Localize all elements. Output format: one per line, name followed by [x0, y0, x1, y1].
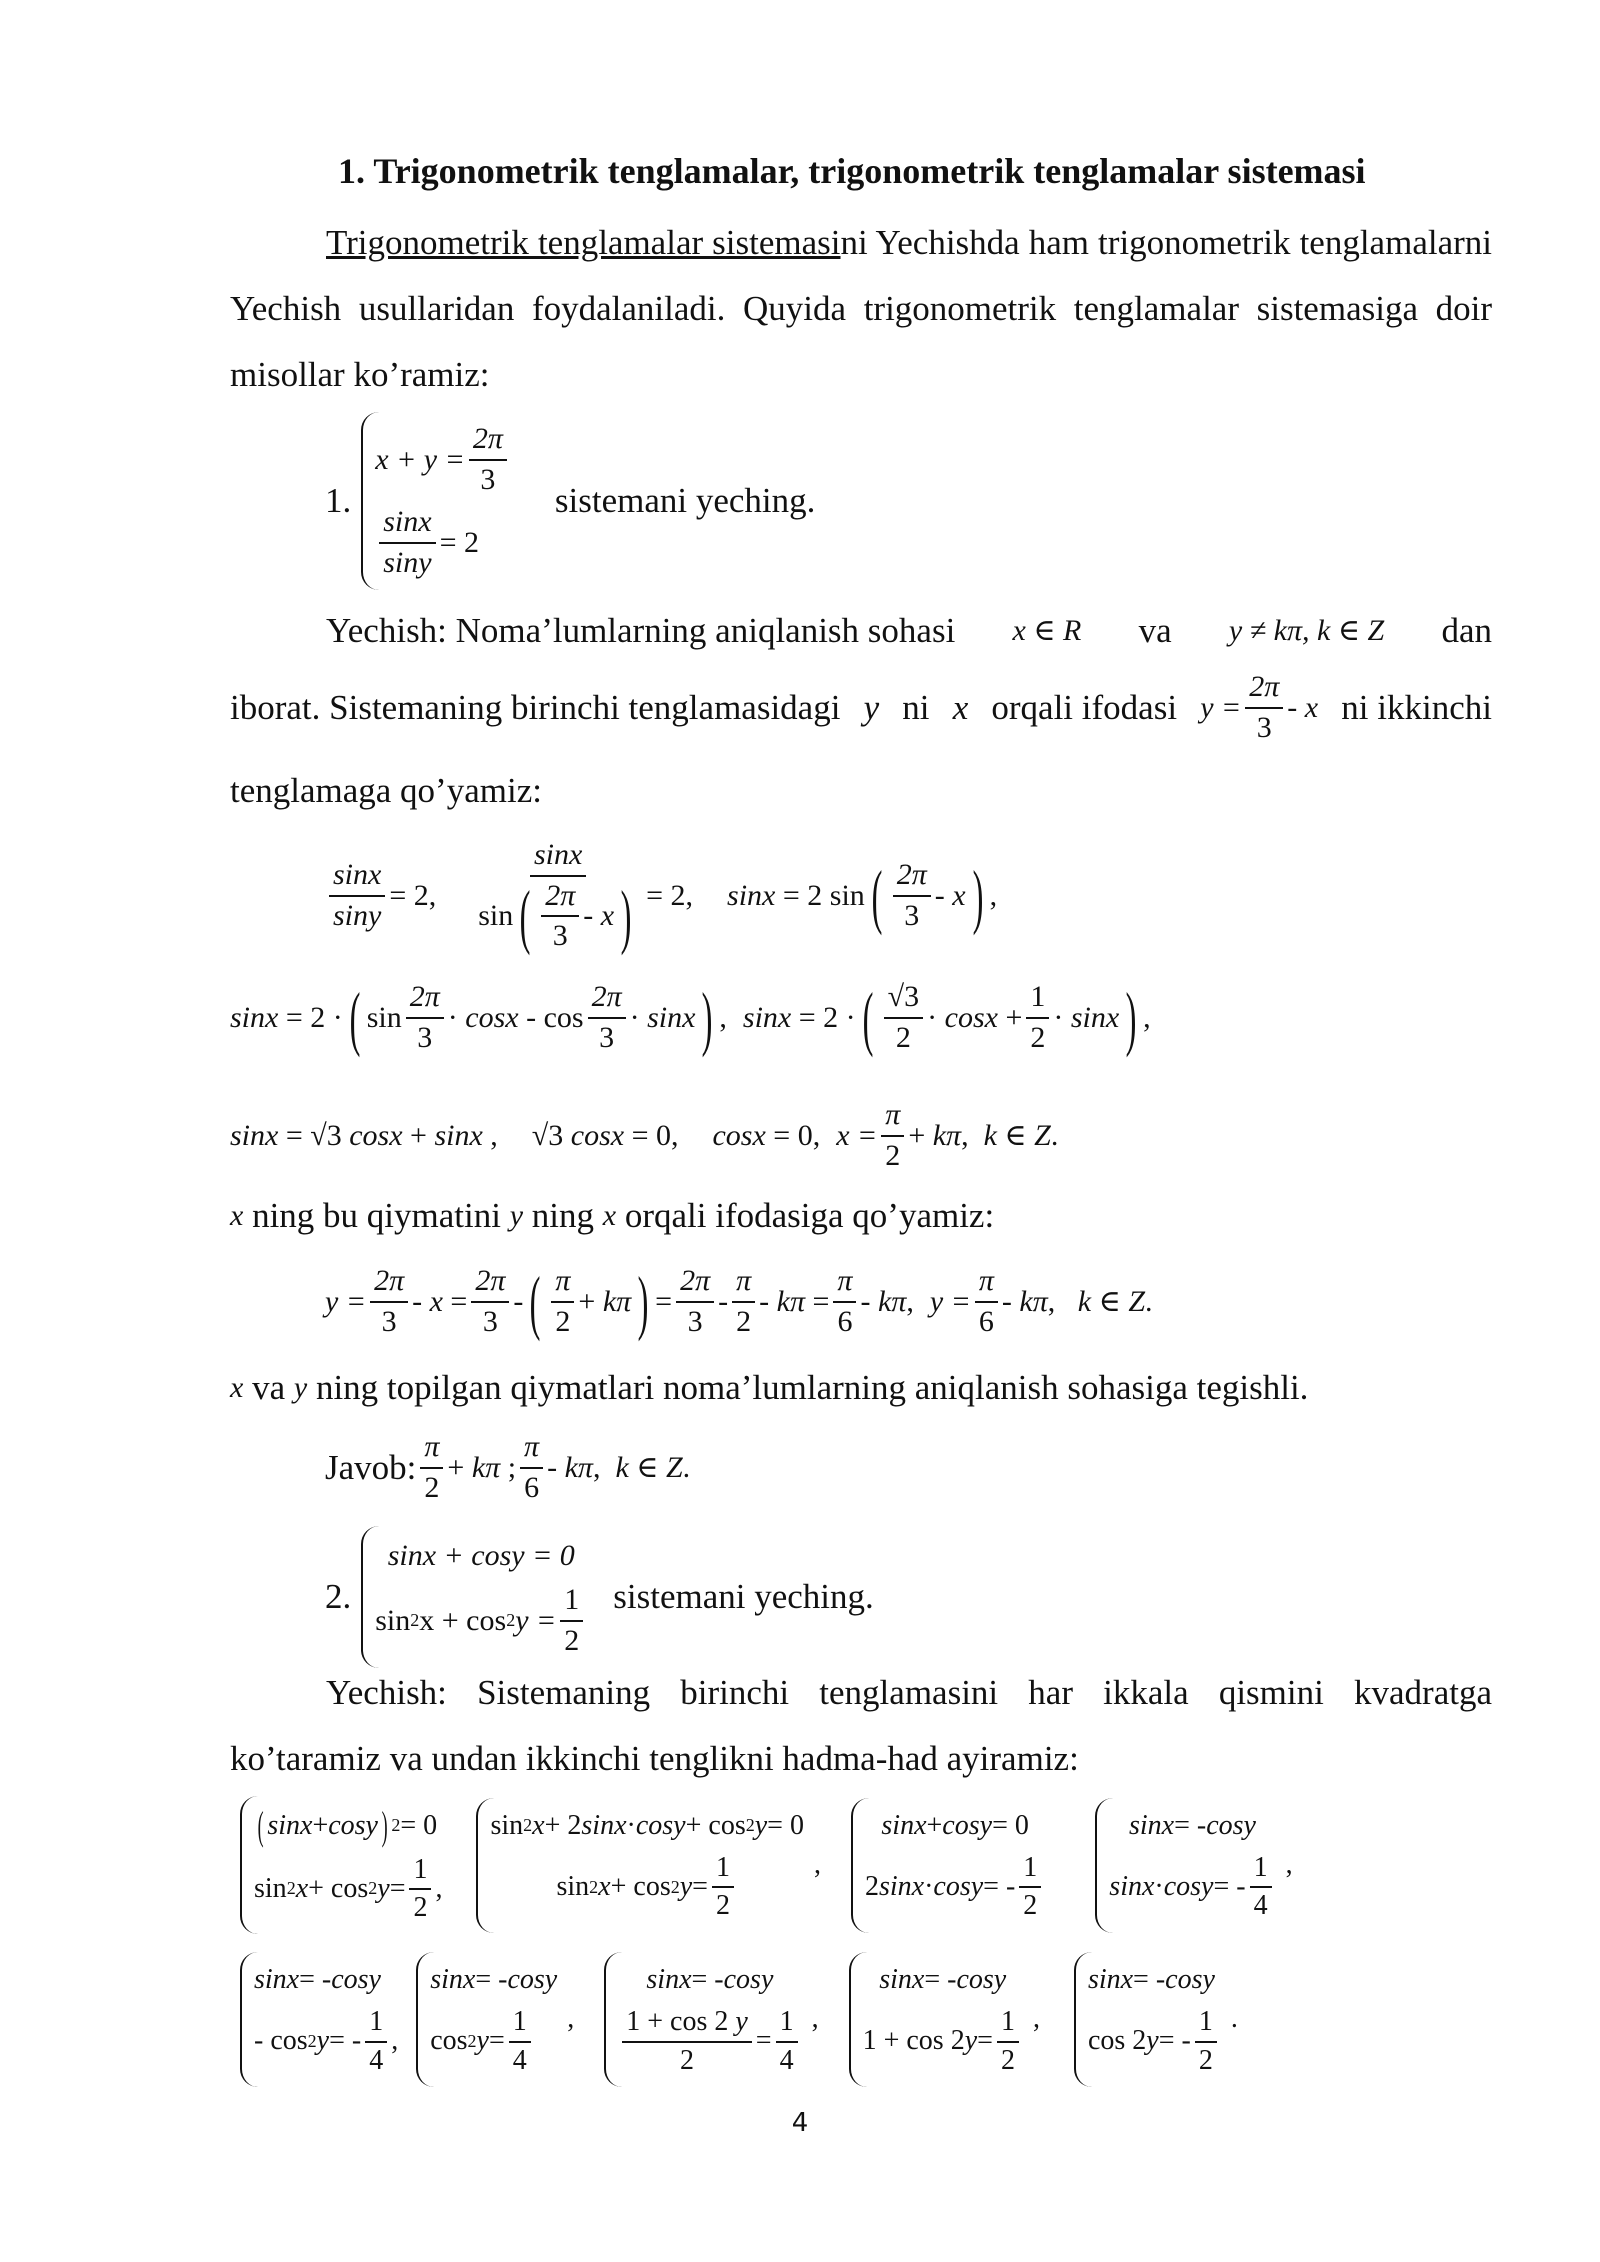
- example-1-prompt: sistemani yeching.: [554, 481, 816, 520]
- example-2-number: 2.: [325, 1577, 352, 1616]
- answer-label: Javob:: [325, 1447, 417, 1487]
- example-1-system: x + y = $\frac{2\pi}{3}$ $\frac{\sin x}{\sin y}$ = 2: [361, 412, 511, 590]
- system-b4: sinx = - cosy 1 + cos 2 y = $\frac{1}{2}$: [849, 1952, 1023, 2087]
- system-a2: sin 2 x + 2 sinx · cosy + cos 2 y = 0 sin 2 x + cos 2 y = $\frac{1}{2}$: [476, 1798, 803, 1933]
- derivation-row-3: sinx = √3 cosx + sinx , √3 cosx = 0, cosx = 0, x = $\frac{\pi}{2}$ + kπ, k ∈ Z.: [230, 1098, 1059, 1172]
- answer-1: Javob: $\frac{\pi}{2}$ + kπ ; $\frac{\pi}{6}$ - kπ, k ∈ Z.: [325, 1430, 691, 1504]
- intro-underlined: Trigonometrik tenglamalar sistemasi: [326, 223, 841, 262]
- system-b3: sinx = - cosy $\frac{1 + \cos 2 y}{2}$ = $\frac{1}{4}$: [604, 1952, 801, 2087]
- system-a3: sinx + cosy = 0 2 sinx · cosy = - $\frac{1}{2}$: [851, 1798, 1045, 1933]
- systems-row-1: ( sinx + cosy ) 2 = 0 sin 2 x + cos 2 y = $\frac{1}{2}$ , sin 2 x + 2 sinx · cosy + cos 2 y = 0 sin 2 x + cos 2 y = $\frac{1}{2}$ , sinx + cosy = 0 2 sinx · cosy = - $\frac{1}{2}$ sinx = - cosy sinx · cosy = - $\frac{1}{4}$ ,: [230, 1796, 1293, 1934]
- page-number: 4: [791, 2108, 809, 2138]
- system-a1: ( sinx + cosy ) 2 = 0 sin 2 x + cos 2 y = $\frac{1}{2}$ ,: [240, 1796, 442, 1934]
- system-a4: sinx = - cosy sinx · cosy = - $\frac{1}{4}$: [1095, 1798, 1275, 1933]
- derivation-row-1: $\frac{\sin x}{\sin y}$ = 2, sinx sin ( $\frac{2\pi}{3}$ - x ) = 2 , sinx = 2 sin ( $\frac{2\pi}{3}$ - x ) ,: [325, 838, 997, 954]
- intro-rest: ni Yechishda ham trigonometrik tenglamalarni Yechish usullaridan foydalaniladi. Quyida trigonometrik tenglamalar sistemasiga doir misollar ko’ramiz:: [230, 223, 1492, 394]
- example-1: [325, 412, 815, 590]
- section-heading: 1. Trigonometrik tenglamalar, trigonometrik tenglamalar sistemasi: [338, 151, 1366, 191]
- solution-2-line-1: Yechish: Sistemaning birinchi tenglamasini har ikkala qismini kvadratga: [326, 1673, 1492, 1712]
- systems-row-2: sinx = - cosy - cos 2 y = - $\frac{1}{4}$ , sinx = - cosy cos 2 y = $\frac{1}{4}$ , sinx = - cosy $\frac{1 + \cos 2 y}{2}$ = $\frac{1}{4}$ , sinx = - cosy 1 + cos 2 y = $\frac{1}{2}$ , sinx = - cosy cos 2 y = - $\frac{1}{2}$ .: [230, 1952, 1238, 2087]
- system-b5: sinx = - cosy cos 2 y = - $\frac{1}{2}$: [1074, 1952, 1221, 2087]
- intro-paragraph: [230, 210, 1492, 408]
- example-2-system: sinx + cosy = 0 sin 2 x + cos 2 y = $\frac{1}{2}$: [361, 1526, 587, 1668]
- solution-1-line-1: Yechish: Noma’lumlarning aniqlanish sohasi x ∈ R va y ≠ kπ, k ∈ Z dan: [326, 611, 1492, 650]
- system-b2: sinx = - cosy cos 2 y = $\frac{1}{4}$: [416, 1952, 557, 2087]
- example-2: [325, 1526, 874, 1668]
- solution-2-line-2: ko’taramiz va undan ikkinchi tenglikni hadma-had ayiramiz:: [230, 1739, 1079, 1778]
- derivation-row-4: y = $\frac{2\pi}{3}$ - x = $\frac{2\pi}{3}$ - ( $\frac{\pi}{2}$ + kπ ) = $\frac{2\pi}{3}$ - $\frac{\pi}{2}$ - kπ = $\frac{\pi}{6}$ - kπ, y = $\frac{\pi}{6}$ - kπ, k ∈ Z.: [325, 1261, 1153, 1342]
- example-1-number: 1.: [325, 481, 352, 520]
- solution-1-conclusion: x va y ning topilgan qiymatlari noma’lumlarning aniqlanish sohasiga tegishli.: [230, 1368, 1309, 1407]
- derivation-row-2: sinx = 2 · ( sin $\frac{2\pi}{3}$ · cosx - cos $\frac{2\pi}{3}$ · sinx ) , sinx = 2 · ( $\frac{√3}{2}$ · cosx + $\frac{1}{2}$ · sinx ) ,: [230, 977, 1151, 1058]
- example-2-prompt: sistemani yeching.: [613, 1577, 874, 1616]
- solution-1-line-3: tenglamaga qo’yamiz:: [230, 771, 542, 810]
- substitution-line: x ning bu qiymatini y ning x orqali ifodasiga qo’yamiz:: [230, 1196, 995, 1235]
- system-b1: sinx = - cosy - cos 2 y = - $\frac{1}{4}$ ,: [240, 1952, 398, 2087]
- solution-1-line-2: iborat. Sistemaning birinchi tenglamasidagi y ni x orqali ifodasi y = $\frac{2\pi}{3}$ - x ni ikkinchi: [230, 670, 1492, 744]
